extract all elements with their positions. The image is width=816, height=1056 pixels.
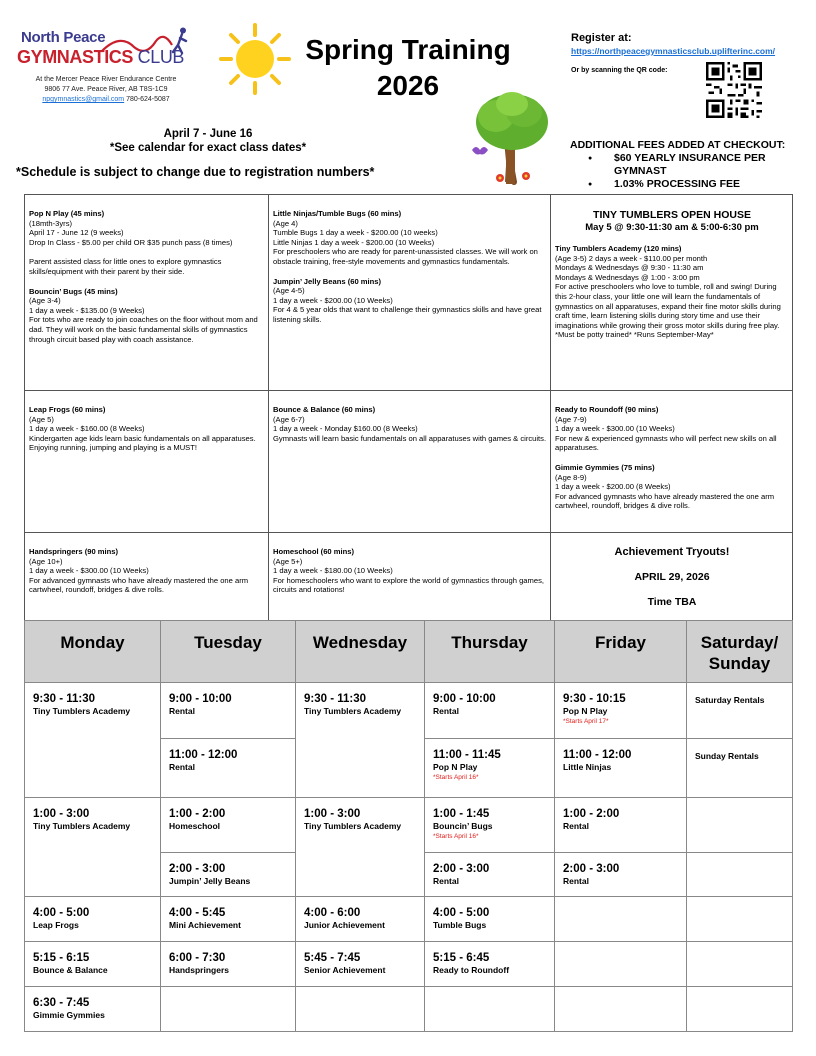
schedule-slot-empty — [555, 942, 687, 987]
program-little-ninjas: Little Ninjas/Tumble Bugs (60 mins) (Age 4) Tumble Bugs 1 day a week - $200.00 (10 weeks) Little Ninjas 1 day a week - $200.00 (10 Weeks) For preschoolers who are ready for parent-unassisted classes. We will work on obstacle training, free-style movements and gymnastics fundamentals. — [273, 209, 538, 266]
schedule-slot-empty — [687, 853, 793, 897]
schedule-slot: 2:00 - 3:00 Rental — [425, 853, 555, 897]
fee-item-processing: ● 1.03% PROCESSING FEE — [570, 178, 810, 191]
qr-caption: Or by scanning the QR code: — [571, 67, 668, 74]
schedule-slot-empty — [687, 897, 793, 942]
schedule-slot: 1:00 - 1:45 Bouncin’ Bugs *Starts April 16* — [425, 798, 555, 853]
register-link[interactable]: https://northpeacegymnasticsclub.uplifterinc.com/ — [571, 46, 776, 56]
session-dates: April 7 - June 16 *See calendar for exact class dates* — [109, 128, 307, 154]
day-header-weekend: Saturday/ Sunday — [687, 621, 793, 683]
program-bounce-balance: Bounce & Balance (60 mins) (Age 6-7) 1 day a week - Monday $160.00 (8 Weeks) Gymnasts will learn basic fundamentals on all apparatuses with games & circuits. — [273, 405, 547, 443]
day-header-thursday: Thursday — [425, 621, 555, 683]
schedule-slot: 11:00 - 12:00 Rental — [161, 739, 296, 798]
schedule-slot: 5:15 - 6:15 Bounce & Balance — [25, 942, 161, 987]
schedule-slot: 11:00 - 12:00 Little Ninjas — [555, 739, 687, 798]
program-pop-n-play: Pop N Play (45 mins) (18mth-3yrs) April 17 - June 12 (9 weeks) Drop In Class - $5.00 per child OR $35 punch pass (8 times) Parent assisted class for little ones to explore gymnastics skills/equipment with their parent by their side. — [29, 209, 233, 276]
email-link[interactable]: npgymnastics@gmail.com — [42, 96, 125, 103]
schedule-slot: Sunday Rentals — [687, 739, 793, 798]
schedule-slot: 1:00 - 2:00 Rental — [555, 798, 687, 853]
program-leap-frogs: Leap Frogs (60 mins) (Age 5) 1 day a week - $160.00 (8 Weeks) Kindergarten age kids learn basic fundamentals on all apparatuses. Enjoying running, jumping and playing is a MUST! — [29, 405, 256, 453]
schedule-slot-empty — [425, 987, 555, 1032]
schedule-slot: 9:30 - 11:30 Tiny Tumblers Academy — [296, 683, 425, 798]
schedule-slot: 9:00 - 10:00 Rental — [161, 683, 296, 739]
additional-fees — [570, 139, 810, 191]
program-handspringers: Handspringers (90 mins) (Age 10+) 1 day a week - $300.00 (10 Weeks) For advanced gymnasts who have already mastered the one arm cartwheel, roundoff, bridges & dive rolls. — [29, 547, 249, 595]
logo-text-north-peace: North Peace — [21, 29, 106, 46]
schedule-slot-empty — [296, 987, 425, 1032]
club-logo — [16, 27, 188, 67]
achievement-tryouts: Achievement Tryouts! APRIL 29, 2026 Time TBA — [551, 533, 793, 621]
phone-number: 780-624-5087 — [126, 96, 170, 103]
program-cell — [269, 195, 551, 391]
schedule-slot: 1:00 - 3:00 Tiny Tumblers Academy — [296, 798, 425, 897]
schedule-slot: 9:30 - 11:30 Tiny Tumblers Academy — [25, 683, 161, 798]
day-header-tuesday: Tuesday — [161, 621, 296, 683]
schedule-slot: 5:45 - 7:45 Senior Achievement — [296, 942, 425, 987]
schedule-slot-empty — [555, 897, 687, 942]
schedule-slot: 1:00 - 2:00 Homeschool — [161, 798, 296, 853]
schedule-slot: 5:15 - 6:45 Ready to Roundoff — [425, 942, 555, 987]
schedule-slot: 6:30 - 7:45 Gimmie Gymmies — [25, 987, 161, 1032]
schedule-slot-empty — [687, 798, 793, 853]
club-address: At the Mercer Peace River Endurance Centre 9806 77 Ave. Peace River, AB T8S-1C9 npgymnastics@gmail.com 780-624-5087 — [35, 76, 177, 103]
schedule-slot: 4:00 - 5:45 Mini Achievement — [161, 897, 296, 942]
register-label: Register at: — [571, 32, 632, 44]
program-descriptions — [24, 194, 793, 621]
program-gimmie-gymmies: Gimmie Gymmies (75 mins) (Age 8-9) 1 day a week - $200.00 (8 Weeks) For advanced gymnasts who have already mastered the one arm cartwheel, roundoff, bridges & dive rolls. — [555, 462, 775, 511]
schedule-slot-empty — [555, 987, 687, 1032]
weekly-schedule — [24, 620, 793, 1032]
schedule-slot-empty — [161, 987, 296, 1032]
schedule-slot: 4:00 - 5:00 Tumble Bugs — [425, 897, 555, 942]
schedule-slot: 2:00 - 3:00 Jumpin’ Jelly Beans — [161, 853, 296, 897]
schedule-slot: 11:00 - 11:45 Pop N Play *Starts April 16* — [425, 739, 555, 798]
program-homeschool: Homeschool (60 mins) (Age 5+) 1 day a week - $180.00 (10 Weeks) For homeschoolers who want to explore the world of gymnastics through games, circuits and rotations! — [273, 547, 544, 595]
open-house: TINY TUMBLERS OPEN HOUSE May 5 @ 9:30-11:30 am & 5:00-6:30 pm — [585, 209, 759, 233]
tree-illustration — [466, 90, 556, 186]
registration-block — [571, 32, 811, 74]
schedule-slot: 9:00 - 10:00 Rental — [425, 683, 555, 739]
program-cell — [269, 391, 551, 533]
schedule-slot: 4:00 - 5:00 Leap Frogs — [25, 897, 161, 942]
fee-item-insurance: ● $60 YEARLY INSURANCE PER GYMNAST — [570, 152, 810, 178]
program-jumpin-jelly-beans: Jumpin’ Jelly Beans (60 mins) (Age 4-5) 1 day a week - $200.00 (10 Weeks) For 4 & 5 year olds that want to challenge their gymnastics skills and have great listening skills. — [273, 276, 542, 324]
logo-text-gymnastics-club: GYMNASTICS CLUB — [17, 47, 185, 67]
program-bouncin-bugs: Bouncin’ Bugs (45 mins) (Age 3-4) 1 day a week - $135.00 (9 Weeks) For tots who are ready to join coaches on the floor without mom and dad. They will work on the basic fundamental skills of gymnastics through circuit based play with coach assistance. — [29, 286, 258, 344]
program-cell — [551, 391, 793, 533]
program-ready-to-roundoff: Ready to Roundoff (90 mins) (Age 7-9) 1 day a week - $300.00 (10 Weeks) For new & experienced gymnasts who will perfect new skills on all apparatuses. — [555, 405, 777, 453]
program-cell — [25, 391, 269, 533]
day-header-friday: Friday — [555, 621, 687, 683]
program-tiny-tumblers-academy: Tiny Tumblers Academy (120 mins) (Age 3-5) 2 days a week - $110.00 per month Mondays & Wednesdays @ 9:30 - 11:30 am Mondays & Wednesdays @ 1:00 - 3:00 pm For active preschoolers who love to tumble, roll and swing! During this 2-hour class, your little one will learn the fundamentals of gymnastics on all apparatuses, expand their fine motor skills during craft time, learn listening skills during story time and use their imaginations while growing their gross motor skills during free play. *Must be potty trained* *Runs September-May* — [555, 244, 781, 340]
program-cell — [25, 533, 269, 621]
sun-icon — [218, 22, 292, 96]
day-header-monday: Monday — [25, 621, 161, 683]
schedule-slot: 9:30 - 10:15 Pop N Play *Starts April 17* — [555, 683, 687, 739]
program-cell — [551, 195, 793, 391]
schedule-disclaimer: *Schedule is subject to change due to registration numbers* — [16, 165, 375, 179]
program-cell — [25, 195, 269, 391]
schedule-slot-empty — [687, 942, 793, 987]
program-cell — [269, 533, 551, 621]
schedule-slot-empty — [687, 987, 793, 1032]
schedule-slot: 4:00 - 6:00 Junior Achievement — [296, 897, 425, 942]
schedule-slot: Saturday Rentals — [687, 683, 793, 739]
schedule-slot: 2:00 - 3:00 Rental — [555, 853, 687, 897]
qr-code[interactable] — [706, 62, 762, 118]
schedule-slot: 1:00 - 3:00 Tiny Tumblers Academy — [25, 798, 161, 897]
schedule-slot: 6:00 - 7:30 Handspringers — [161, 942, 296, 987]
day-header-wednesday: Wednesday — [296, 621, 425, 683]
fees-heading: ADDITIONAL FEES ADDED AT CHECKOUT: — [570, 139, 786, 151]
page-title: Spring Training 2026 — [305, 34, 511, 101]
